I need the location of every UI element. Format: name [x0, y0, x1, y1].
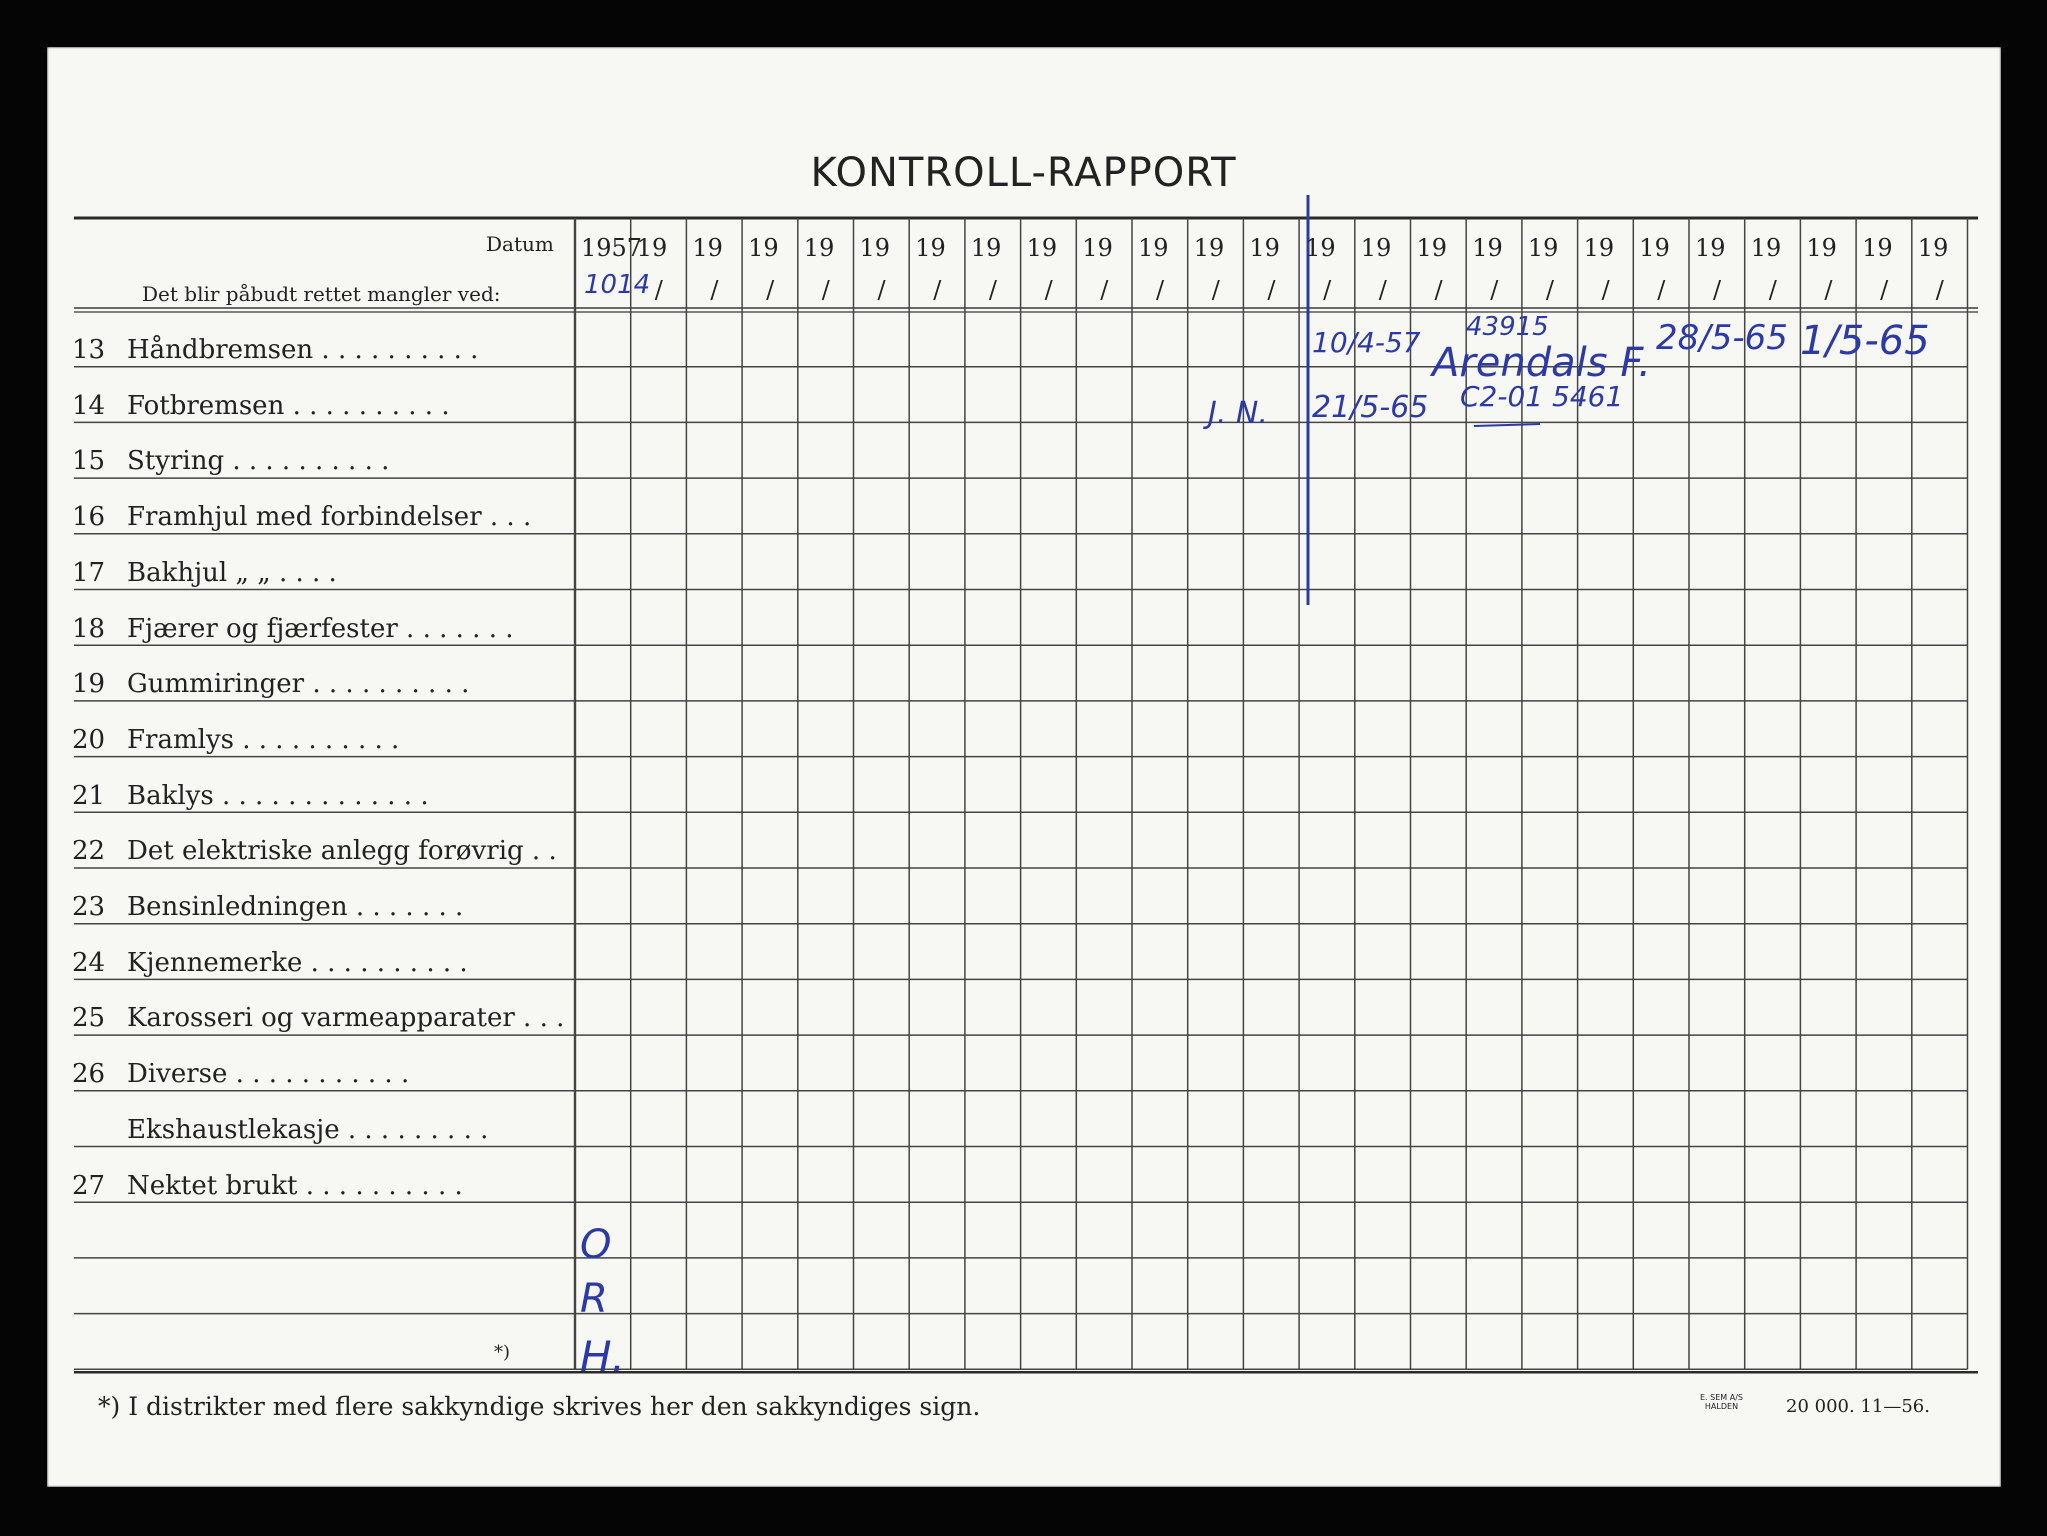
row-label: Ekshaustlekasje . . . . . . . . . [127, 1114, 489, 1145]
year-cell: 19 [1416, 234, 1448, 262]
date-slash: / [988, 276, 997, 304]
date-slash: / [933, 276, 942, 304]
year-cell: 19 [1750, 234, 1782, 262]
date-slash: / [1323, 276, 1332, 304]
year-cell: 19 [1639, 234, 1670, 262]
row-number: 20 [72, 724, 106, 755]
date-slash: / [1044, 276, 1053, 304]
date-slash: / [1935, 276, 1944, 304]
year-cell: 19 [1695, 234, 1726, 262]
date-slash: / [1434, 276, 1443, 304]
year-cell: 19 [1472, 234, 1503, 262]
year-cell: 19 [1862, 234, 1893, 262]
row-number: 24 [72, 947, 106, 978]
date-slash: / [1880, 276, 1889, 304]
handwritten-place: Arendals F. [1432, 340, 1651, 386]
date-slash: / [1545, 276, 1554, 304]
year-cell: 19 [915, 234, 946, 262]
year-cell: 19 [636, 234, 668, 262]
row-number: 13 [72, 335, 106, 365]
row-label: Nektet brukt . . . . . . . . . . [127, 1170, 463, 1201]
year-cell: 1957 [581, 234, 643, 262]
row-label: Håndbremsen . . . . . . . . . . [127, 335, 479, 365]
row-label: Diverse . . . . . . . . . . . [127, 1059, 410, 1090]
year-cell: 19 [970, 234, 1002, 262]
year-cell: 19 [1138, 234, 1169, 262]
handwritten-sign-r: R [580, 1276, 608, 1322]
row-label: Kjennemerke . . . . . . . . . . [127, 947, 468, 978]
date-slash: / [1768, 276, 1777, 304]
row-label: Baklys . . . . . . . . . . . . . [127, 780, 429, 811]
form-title: KONTROLL-RAPPORT [810, 150, 1237, 196]
handwritten-col1-number: 1014 [584, 270, 651, 300]
date-slash: / [1713, 276, 1722, 304]
date-label: Datum [486, 232, 554, 256]
row-label: Framhjul med forbindelser . . . [127, 502, 532, 533]
date-slash: / [1267, 276, 1276, 304]
row-number: 21 [72, 780, 106, 811]
year-cell: 19 [1360, 234, 1392, 262]
printer-imprint: E. SEM A/S HALDEN [1700, 1393, 1743, 1411]
year-cell: 19 [1026, 234, 1058, 262]
row-number: 23 [72, 892, 106, 922]
date-slash: / [1100, 276, 1109, 304]
row-number: 15 [72, 446, 106, 477]
row-label: Fotbremsen . . . . . . . . . . [127, 390, 450, 421]
year-cell: 19 [859, 234, 891, 262]
row-label: Framlys . . . . . . . . . . [127, 724, 400, 755]
year-cell: 19 [803, 234, 835, 262]
year-cell: 19 [1082, 234, 1113, 262]
date-slash: / [877, 276, 886, 304]
year-cell: 19 [1193, 234, 1225, 262]
handwritten-code: C2-01 5461 [1460, 380, 1624, 413]
row-number: 18 [72, 613, 106, 644]
instruction-label: Det blir påbudt rettet mangler ved: [142, 282, 501, 306]
row-label: Gummiringer . . . . . . . . . . [127, 669, 470, 700]
handwritten-initials: J. N. [1208, 396, 1268, 431]
date-slash: / [710, 276, 719, 304]
row-number: 19 [72, 669, 106, 700]
handwritten-date-3: 1/5-65 [1800, 318, 1930, 364]
row-label: Fjærer og fjærfester . . . . . . . [127, 613, 514, 644]
row-number: 16 [72, 502, 106, 533]
date-slash: / [1824, 276, 1833, 304]
handwritten-date-2: 28/5-65 [1656, 318, 1788, 358]
handwritten-date-1: 10/4-57 [1312, 326, 1421, 359]
handwritten-sign-h: H. [580, 1332, 625, 1381]
date-slash: / [821, 276, 830, 304]
year-cell: 19 [1305, 234, 1336, 262]
year-cell: 19 [692, 234, 723, 262]
footnote: *) I distrikter med flere sakkyndige skrives her den sakkyndiges sign. [98, 1392, 981, 1421]
date-slash: / [766, 276, 775, 304]
date-slash: / [1601, 276, 1610, 304]
date-slash: / [1211, 276, 1220, 304]
year-cell: 19 [1249, 234, 1280, 262]
row-label: Bakhjul „ „ . . . . [127, 557, 337, 588]
year-cell: 19 [1527, 234, 1559, 262]
handwritten-date-4: 21/5-65 [1312, 390, 1429, 425]
handwritten-reg-number: 43915 [1466, 312, 1549, 342]
year-cell: 19 [1806, 234, 1837, 262]
row-label: Bensinledningen . . . . . . . [127, 892, 464, 922]
row-number: 27 [72, 1170, 106, 1201]
date-slash: / [654, 276, 663, 304]
handwritten-sign-o: O [580, 1222, 612, 1268]
row-label: Karosseri og varmeapparater . . . [127, 1003, 565, 1034]
year-cell: 19 [748, 234, 779, 262]
date-slash: / [1156, 276, 1165, 304]
signature-marker: *) [494, 1342, 511, 1363]
date-slash: / [1378, 276, 1387, 304]
row-label: Styring . . . . . . . . . . [127, 446, 390, 477]
row-number: 22 [72, 836, 106, 867]
row-number: 17 [72, 557, 106, 588]
handwritten-underline [1474, 424, 1540, 426]
row-label: Det elektriske anlegg forøvrig . . [127, 836, 557, 867]
year-cell: 19 [1917, 234, 1949, 262]
date-slash: / [1657, 276, 1666, 304]
row-number: 25 [72, 1003, 106, 1034]
row-number: 14 [72, 390, 106, 421]
row-number: 26 [72, 1059, 106, 1090]
print-info: 20 000. 11—56. [1786, 1396, 1930, 1417]
year-cell: 19 [1583, 234, 1615, 262]
date-slash: / [1490, 276, 1499, 304]
